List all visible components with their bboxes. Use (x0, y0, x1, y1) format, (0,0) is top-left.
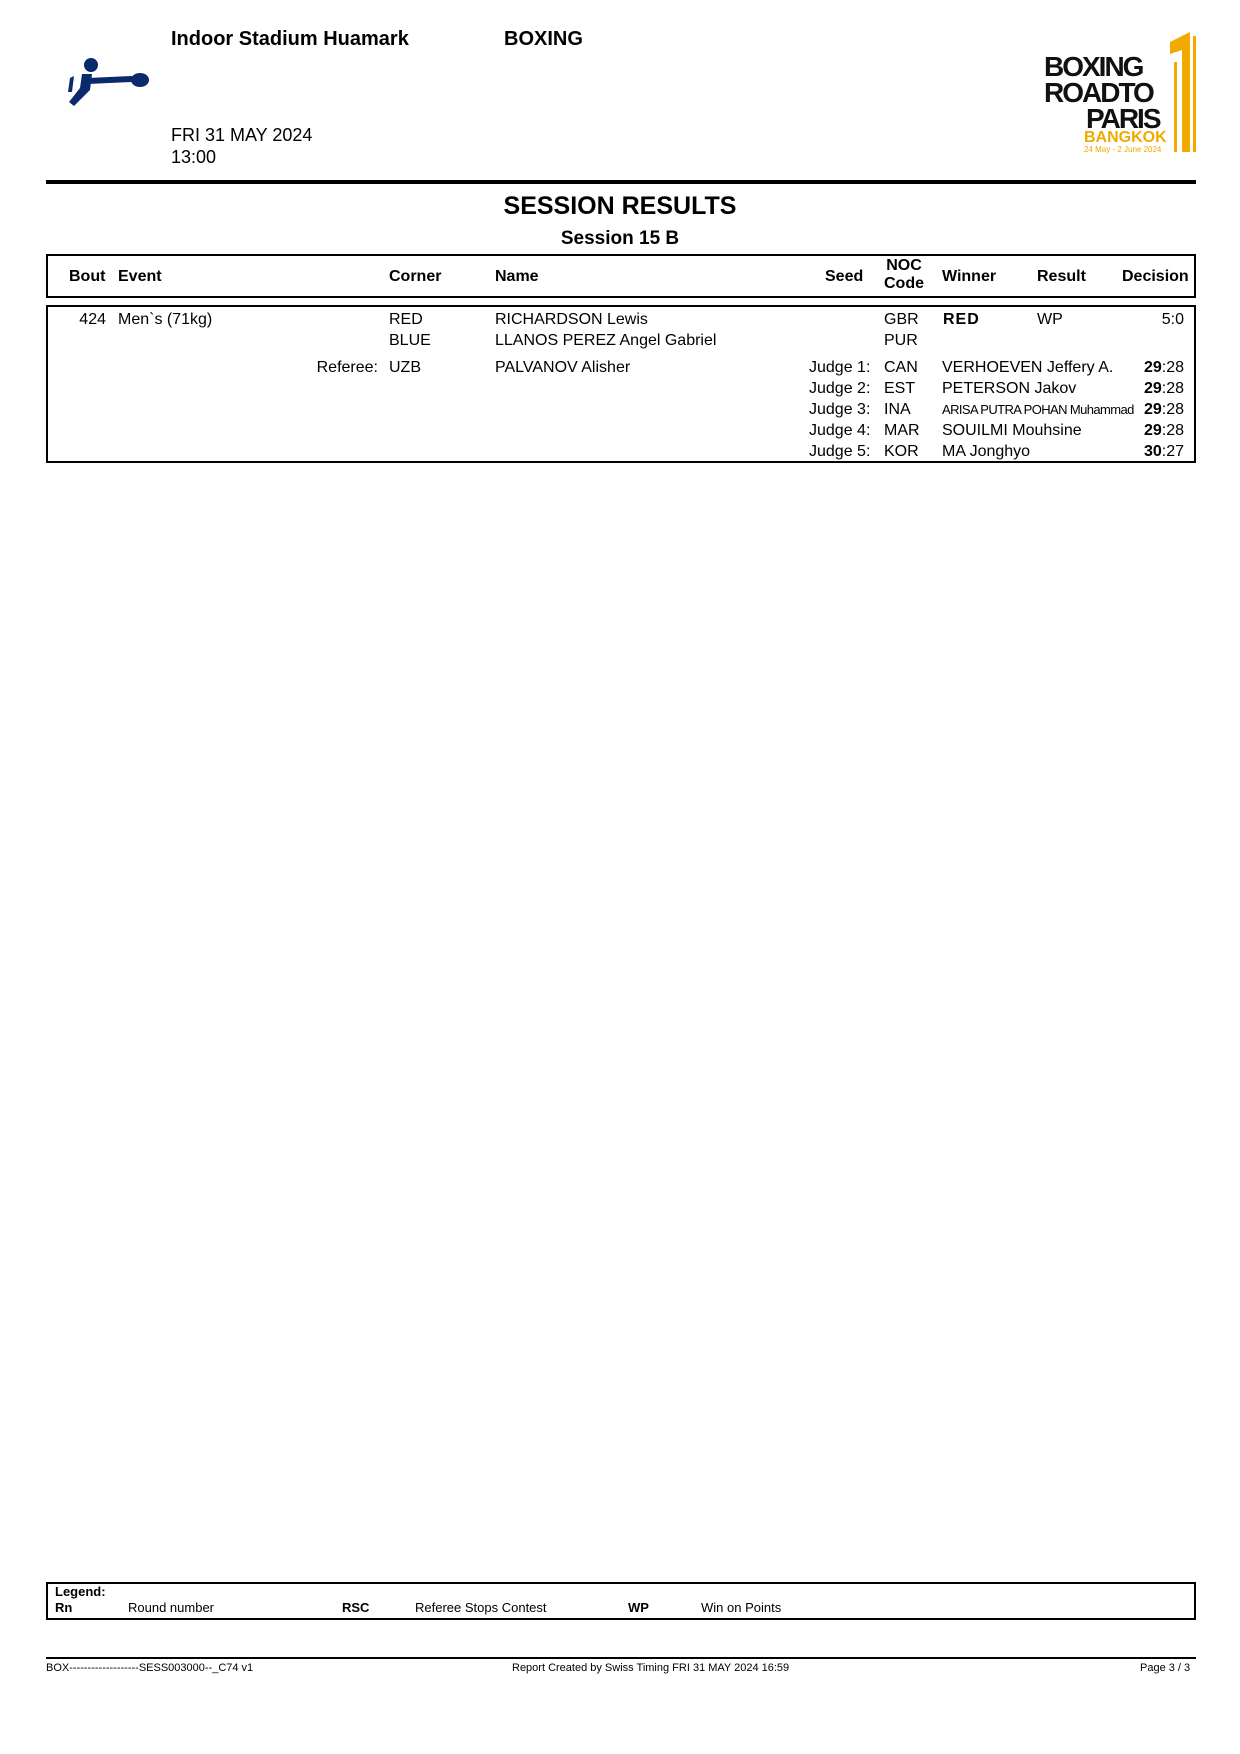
judge-label: Judge 2: (809, 380, 871, 397)
col-decision: Decision (1122, 268, 1189, 285)
venue-name: Indoor Stadium Huamark (171, 28, 409, 50)
session-date: FRI 31 MAY 2024 (171, 125, 313, 145)
judge-score (1118, 422, 1184, 440)
blue-noc: PUR (884, 332, 918, 349)
legend-box (46, 1582, 1196, 1620)
brand-dates: 24 May - 2 June 2024 (1084, 145, 1162, 154)
legend-desc: Referee Stops Contest (415, 1600, 547, 1615)
legend-code: RSC (342, 1600, 370, 1615)
judge-score-hi: 29 (1143, 380, 1162, 397)
blue-corner: BLUE (389, 332, 431, 349)
judge-name: VERHOEVEN Jeffery A. (942, 359, 1114, 376)
judge-label: Judge 1: (809, 359, 871, 376)
red-corner: RED (389, 311, 423, 328)
bout-event: Men`s (71kg) (118, 311, 213, 328)
judge-label: Judge 5: (809, 443, 871, 460)
col-seed: Seed (825, 268, 864, 285)
judge-score-hi: 29 (1143, 401, 1162, 418)
judge-noc: CAN (884, 359, 918, 376)
referee-name: PALVANOV Alisher (495, 359, 631, 376)
judge-score (1118, 380, 1184, 398)
col-winner: Winner (942, 268, 997, 285)
judge-label: Judge 3: (809, 401, 871, 418)
referee-label: Referee: (316, 359, 378, 376)
footer-page-number: Page 3 / 3 (1140, 1662, 1191, 1674)
legend-code: WP (628, 1600, 649, 1615)
bout-winner: RED (943, 311, 980, 328)
judge-name: PETERSON Jakov (942, 380, 1077, 397)
judge-label: Judge 4: (809, 422, 871, 439)
bout-decision: 5:0 (1161, 311, 1184, 328)
judge-noc: MAR (884, 422, 920, 439)
col-corner: Corner (389, 268, 442, 285)
boxing-pictogram-icon (64, 56, 158, 116)
col-noc-code (884, 257, 924, 293)
col-noc-line2: Code (884, 275, 924, 292)
session-time: 13:00 (171, 147, 217, 167)
footer-created: Report Created by Swiss Timing FRI 31 MAY 2024 16:59 (512, 1662, 790, 1674)
judge-name: MA Jonghyo (942, 443, 1031, 460)
brand-line-4: BANGKOK (1084, 129, 1167, 146)
judge-score-lo: :28 (1161, 380, 1184, 397)
judge-score-lo: :28 (1161, 359, 1184, 376)
col-name: Name (495, 268, 539, 285)
legend-title: Legend: (55, 1584, 106, 1599)
col-event: Event (118, 268, 162, 285)
judge-score (1118, 401, 1184, 419)
boxing-road-to-paris-logo (1044, 32, 1200, 154)
session-subtitle: Session 15 B (560, 228, 680, 249)
bout-number: 424 (79, 311, 106, 328)
judge-score-lo: :27 (1161, 443, 1184, 460)
judge-score (1118, 359, 1184, 377)
blue-boxer-name: LLANOS PEREZ Angel Gabriel (495, 332, 717, 349)
col-result: Result (1037, 268, 1086, 285)
column-header-row (46, 254, 1196, 298)
judge-name: ARISA PUTRA POHAN Muhammad (942, 402, 1134, 417)
judge-score (1118, 443, 1184, 461)
col-noc-line1: NOC (886, 257, 922, 274)
judge-score-hi: 29 (1143, 422, 1162, 439)
page-title: SESSION RESULTS (503, 192, 737, 220)
brand-line-3: PARIS (1086, 103, 1160, 134)
judge-score-hi: 30 (1143, 443, 1162, 460)
judge-score-hi: 29 (1143, 359, 1162, 376)
red-boxer-name: RICHARDSON Lewis (495, 311, 648, 328)
referee-noc: UZB (389, 359, 421, 376)
footer-divider (46, 1657, 1196, 1659)
judge-noc: INA (884, 401, 911, 418)
judge-name: SOUILMI Mouhsine (942, 422, 1082, 439)
judge-score-lo: :28 (1161, 401, 1184, 418)
bout-block (46, 305, 1196, 463)
col-bout: Bout (69, 268, 106, 285)
brand-line-2: ROADTO (1044, 77, 1153, 108)
footer-report-code: BOX-------------------SESS003000--_C74 v1 (46, 1662, 254, 1674)
bout-result: WP (1037, 311, 1063, 328)
red-noc: GBR (884, 311, 919, 328)
judge-score-lo: :28 (1161, 422, 1184, 439)
brand-line-1: BOXING (1044, 51, 1143, 82)
judge-noc: EST (884, 380, 916, 397)
judge-noc: KOR (884, 443, 919, 460)
sport-name: BOXING (504, 28, 583, 50)
legend-desc: Round number (128, 1600, 214, 1615)
header-divider (46, 180, 1196, 184)
legend-desc: Win on Points (701, 1600, 782, 1615)
legend-code: Rn (55, 1600, 73, 1615)
